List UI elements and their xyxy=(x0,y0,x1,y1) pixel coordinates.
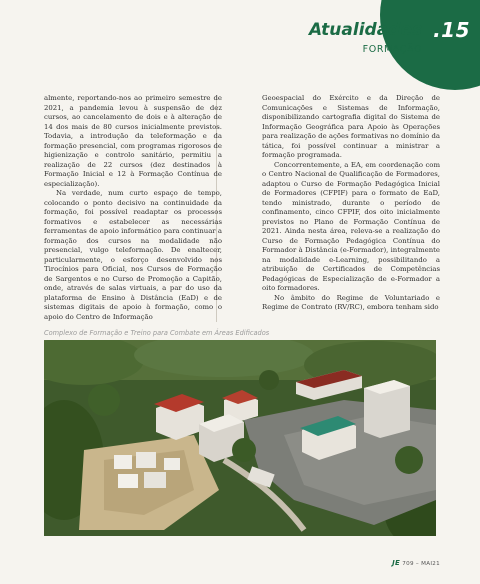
aerial-photo xyxy=(44,340,436,536)
paragraph: almente, reportando-nos ao primeiro semestre de 2021, a pandemia levou à suspensão de dez cursos, ao cancelamento de dois e à alteração de 14 dos mais de 80 cursos inicialmente previstos. Todavia, a introdução da teleformação e da formação presencial, com programas rigorosos de higienização e controlo sanitário, permitiu a realização de 22 cursos (dez destinados à Formação Inicial e 12 à Formação Contínua de especialização). xyxy=(44,94,222,188)
journal-mark: JE xyxy=(392,559,401,567)
subsection-label: FORMAÇÃO xyxy=(362,44,422,55)
paragraph: Geoespacial do Exército e da Direção de Comunicações e Sistemas de Informação, disponibilizando cartografia digital do Sistema de Informação Geográfica para Apoio às Operações para realização de ações formativas no domínio da tática, foi possível continuar a ministrar a formação programada. xyxy=(262,94,440,159)
paragraph: No âmbito do Regime de Voluntariado e Regime de Contrato (RV/RC), embora tenham sido xyxy=(262,293,440,311)
section-title: Atualidades xyxy=(308,20,422,40)
left-column xyxy=(44,94,222,324)
paragraph: Na verdade, num curto espaço de tempo, colocando o ponto decisivo na continuidade da formação, foi possível readaptar os processos formativos e estabelecer as necessárias ferramentas de apoio informático para continuar a formação dos cursos na modalidade não presencial, vulgo teleformação. De enaltecer, particularmente, o esforço desenvolvido nos Tirocínios para Oficial, nos Cursos de Formação de Sargentos e no Curso de Promoção a Capitão, onde, através de salas virtuais, a par do uso da plataforma de Ensino à Distância (EaD) e de sistemas digitais de apoio à formação, como o apoio do Centro de Informação xyxy=(44,189,222,321)
right-column xyxy=(262,94,440,324)
photo-caption: Complexo de Formação e Treino para Combate em Áreas Edificados xyxy=(44,329,270,337)
page-footer xyxy=(392,559,440,567)
article-body xyxy=(44,94,440,324)
issue-label: 709 – MAI21 xyxy=(402,561,440,567)
paragraph: Concorrentemente, a EA, em coordenação com o Centro Nacional de Qualificação de Formadores, adaptou o Curso de Formação Pedagógica Inicial de Formadores (CFPIF) para o formato de EaD, tendo ministrado, durante o período de confinamento, cinco CFPIF, dos oito inicialmente previstos no Plano de Formação Contínua de 2021. Ainda nesta área, releva-se a realização do Curso de Formação Pedagógica Contínua do Formador à Distância (e-Formador), integralmente na modalidade e-Learning, possibilitando a atribuição de Certificados de Competências Pedagógicas de Especialização de e-Formador a oito formadores. xyxy=(262,160,440,292)
page-number: .15 xyxy=(433,18,470,42)
